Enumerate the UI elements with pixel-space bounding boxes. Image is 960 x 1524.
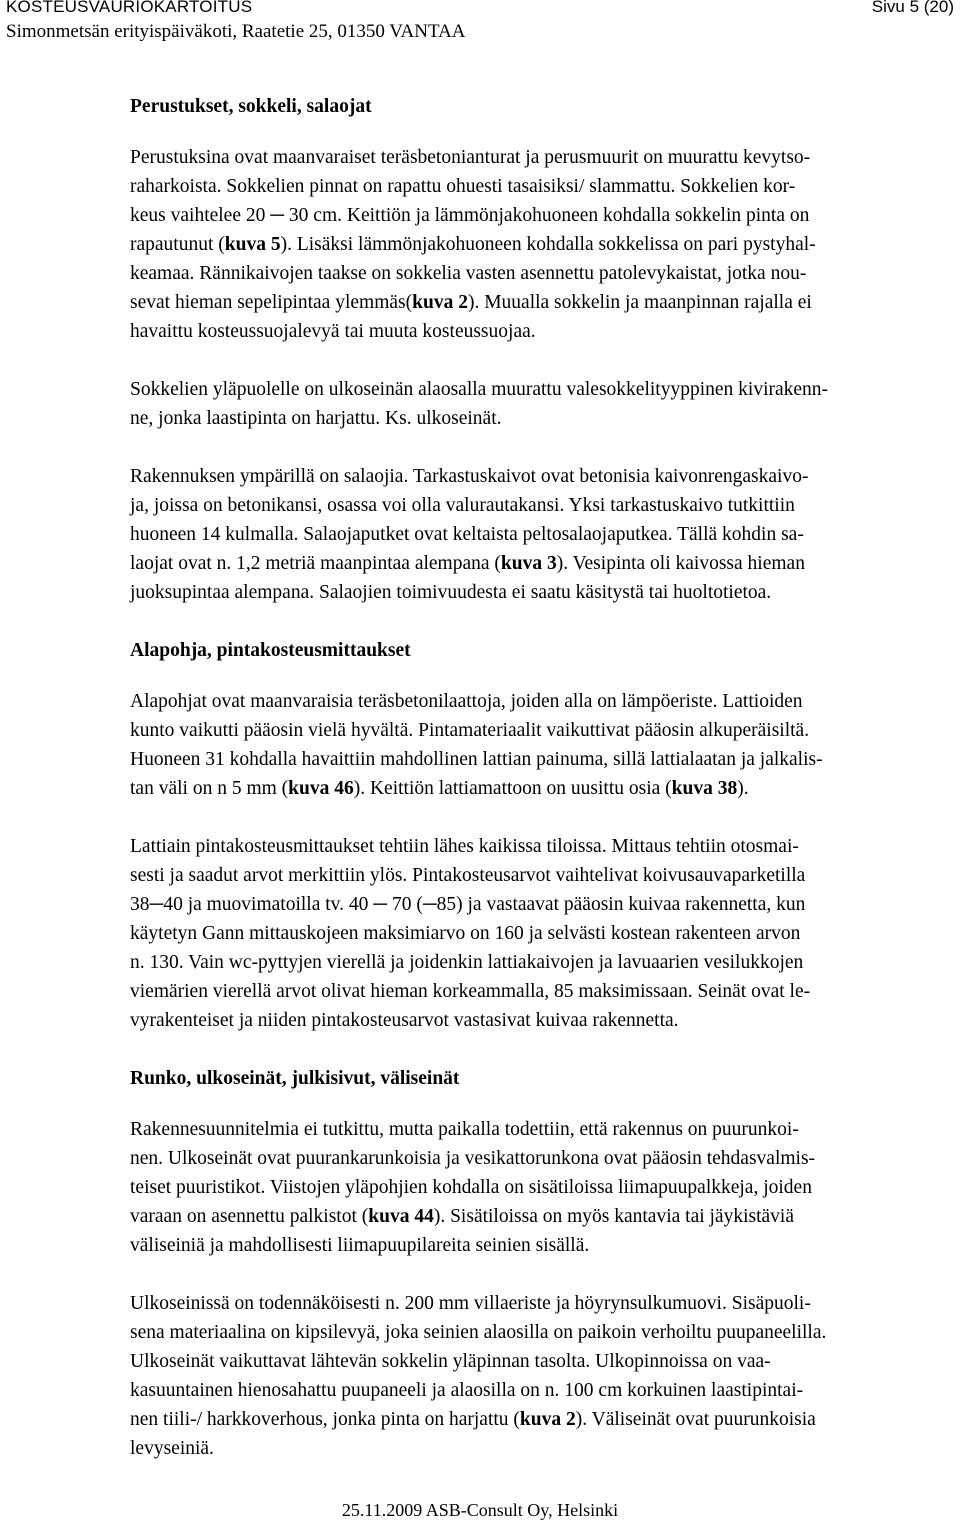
- text-line: kunto vaikutti pääosin vielä hyvältä. Pintamateriaalit vaikuttivat pääosin alkuperäisiltä.: [130, 720, 810, 741]
- page-footer: 25.11.2009 ASB-Consult Oy, Helsinki: [341, 1500, 619, 1520]
- text-line: Rakennesuunnitelmia ei tutkittu, mutta paikalla todettiin, että rakennus on puurunkoi-: [130, 1119, 799, 1140]
- text-line: n. 130. Vain wc-pyttyjen vierellä ja joidenkin lattiakaivojen ja lavuaarien vesilukkojen: [130, 952, 804, 973]
- paragraph: [130, 832, 946, 1035]
- site-address: Simonmetsän erityispäiväkoti, Raatetie 25, 01350 VANTAA: [6, 21, 466, 42]
- text-line: Perustuksina ovat maanvaraiset teräsbetonianturat ja perusmuurit on muurattu kevytso-: [130, 147, 811, 168]
- text-line: Ulkoseinissä on todennäköisesti n. 200 mm villaeriste ja höyrynsulkumuovi. Sisäpuoli-: [130, 1293, 811, 1314]
- text-line: 38─40 ja muovimatoilla tv. 40 ─ 70 (─85) ja vastaavat pääosin kuivaa rakennetta, kun: [130, 894, 806, 915]
- text-line: ne, jonka laastipinta on harjattu. Ks. ulkoseinät.: [130, 408, 502, 429]
- text-line: varaan on asennettu palkistot (kuva 44). Sisätiloissa on myös kantavia tai jäykistäviä: [130, 1206, 794, 1227]
- figure-reference: kuva 2: [519, 1409, 576, 1430]
- figure-reference: kuva 44: [368, 1206, 434, 1227]
- text-line: havaittu kosteussuojalevyä tai muuta kosteussuojaa.: [130, 321, 536, 342]
- text-line: vyrakenteiset ja niiden pintakosteusarvot vastasivat kuivaa rakennetta.: [130, 1010, 679, 1031]
- text-line: Huoneen 31 kohdalla havaittiin mahdollinen lattian painuma, sillä lattialaatan ja jalkalis-: [130, 749, 823, 770]
- paragraph: [130, 375, 946, 433]
- text-line: nen tiili-/ harkkoverhous, jonka pinta on harjattu (kuva 2). Väliseinät ovat puurunkoisia: [130, 1409, 816, 1430]
- text-line: tan väli on n 5 mm (kuva 46). Keittiön lattiamattoon on uusittu osia (kuva 38).: [130, 778, 749, 799]
- text-line: laojat ovat n. 1,2 metriä maanpintaa alempana (kuva 3). Vesipinta oli kaivossa hieman: [130, 553, 805, 574]
- text-line: Sokkelien yläpuolelle on ulkoseinän alaosalla muurattu valesokkelityyppinen kivirakenn-: [130, 379, 829, 400]
- section-heading: Alapohja, pintakosteusmittaukset: [130, 640, 411, 661]
- text-line: sevat hieman sepelipintaa ylemmäs(kuva 2). Muualla sokkelin ja maanpinnan rajalla ei: [130, 292, 812, 313]
- text-line: keamaa. Rännikaivojen taakse on sokkelia vasten asennettu patolevykaistat, jotka nou-: [130, 263, 807, 284]
- text-line: Ulkoseinät vaikuttavat lähtevän sokkelin yläpinnan tasolta. Ulkopinnoissa on vaa-: [130, 1351, 771, 1372]
- text-line: huoneen 14 kulmalla. Salaojaputket ovat keltaista peltosalaojaputkea. Tällä kohdin sa-: [130, 524, 804, 545]
- text-line: rapautunut (kuva 5). Lisäksi lämmönjakohuoneen kohdalla sokkelissa on pari pystyhal-: [130, 234, 816, 255]
- figure-reference: kuva 2: [412, 292, 468, 313]
- figure-reference: kuva 38: [671, 778, 738, 799]
- text-line: teiset puuristikot. Viistojen yläpohjien kohdalla on sisätiloissa liimapuupalkkeja, joiden: [130, 1177, 812, 1198]
- text-line: raharkoista. Sokkelien pinnat on rapattu ohuesti tasaisiksi/ slammattu. Sokkelien kor-: [130, 176, 796, 197]
- section-heading: Runko, ulkoseinät, julkisivut, väliseinät: [130, 1068, 460, 1089]
- text-line: levyseiniä.: [130, 1438, 214, 1459]
- text-line: viemärien vierellä arvot olivat hieman korkeammalla, 85 maksimissaan. Seinät ovat le-: [130, 981, 811, 1002]
- text-line: väliseiniä ja mahdollisesti liimapuupilareita seinien sisällä.: [130, 1235, 590, 1256]
- text-line: nen. Ulkoseinät ovat puurankarunkoisia ja vesikattorunkona ovat pääosin tehdasvalmis-: [130, 1148, 816, 1169]
- text-line: kasuuntainen hienosahattu puupaneeli ja alaosilla on n. 100 cm korkuinen laastipintai-: [130, 1380, 804, 1401]
- paragraph: [130, 1289, 946, 1463]
- page-number: Sivu 5 (20): [871, 0, 954, 16]
- text-line: käytetyn Gann mittauskojeen maksimiarvo on 160 ja selvästi kostean rakenteen arvon: [130, 923, 801, 944]
- figure-reference: kuva 5: [224, 234, 281, 255]
- text-line: juoksupintaa alempana. Salaojien toimivuudesta ei saatu käsitystä tai huoltotietoa.: [130, 582, 772, 603]
- paragraph: [130, 687, 946, 803]
- section-heading: Perustukset, sokkeli, salaojat: [130, 96, 372, 117]
- report-title: KOSTEUSVAURIOKARTOITUS: [6, 0, 253, 16]
- figure-reference: kuva 3: [500, 553, 557, 574]
- paragraph: [130, 143, 946, 346]
- document-body: [130, 92, 946, 1492]
- text-line: keus vaihtelee 20 ─ 30 cm. Keittiön ja lämmönjakohuoneen kohdalla sokkelin pinta on: [130, 205, 810, 226]
- text-line: Alapohjat ovat maanvaraisia teräsbetonilaattoja, joiden alla on lämpöeriste. Lattioiden: [130, 691, 803, 712]
- paragraph: [130, 462, 946, 607]
- text-line: Lattiain pintakosteusmittaukset tehtiin lähes kaikissa tiloissa. Mittaus tehtiin otosmai-: [130, 836, 799, 857]
- text-line: ja, joissa on betonikansi, osassa voi olla valurautakansi. Yksi tarkastuskaivo tutkittiin: [130, 495, 795, 516]
- text-line: Rakennuksen ympärillä on salaojia. Tarkastuskaivot ovat betonisia kaivonrengaskaivo-: [130, 466, 809, 487]
- text-line: sena materiaalina on kipsilevyä, joka seinien alaosilla on paikoin verhoiltu puupaneelilla.: [130, 1322, 827, 1343]
- text-line: sesti ja saadut arvot merkittiin ylös. Pintakosteusarvot vaihtelivat koivusauvaparketilla: [130, 865, 806, 886]
- figure-reference: kuva 46: [288, 778, 354, 799]
- paragraph: [130, 1115, 946, 1260]
